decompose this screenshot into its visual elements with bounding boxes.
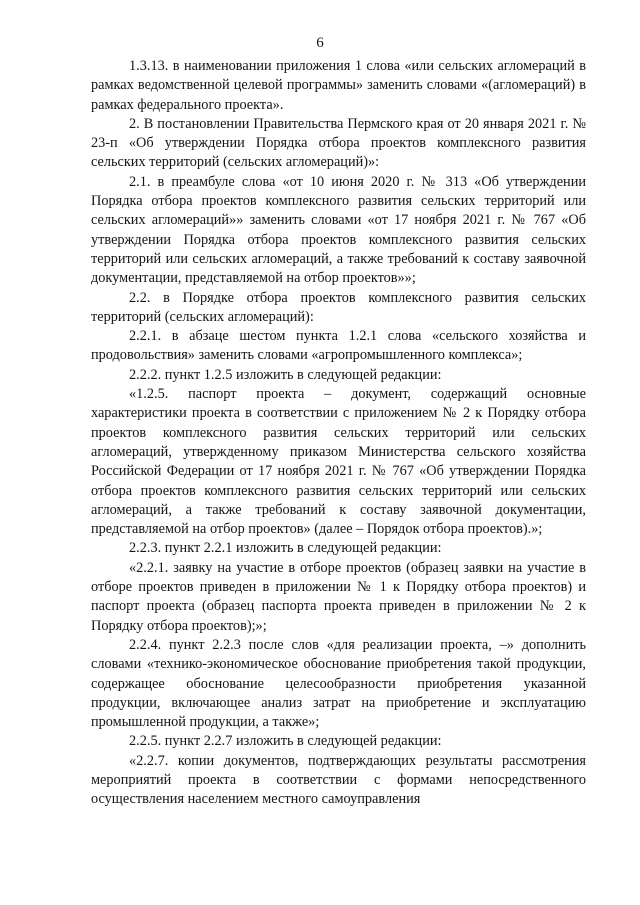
paragraph-2-1: 2.1. в преамбуле слова «от 10 июня 2020 г. № 313 «Об утверждении Порядка отбора проектов комплексного развития сельских территорий или сельских агломераций»» заменить словами «от 17 ноября 2021 г. № 767 «Об утверждении Порядка отбора проектов комплексного развития сельских территорий или сельских агломераций, а также требований к составу заявочной документации, представляемой на отбор проектов»»; bbox=[91, 173, 586, 287]
paragraph-2: 2. В постановлении Правительства Пермского края от 20 января 2021 г. № 23-п «Об утверждении Порядка отбора проектов комплексного развития сельских территорий (сельских агломераций)»: bbox=[91, 115, 586, 171]
quoted-paragraph-2-2-7: «2.2.7. копии документов, подтверждающих результаты рассмотрения мероприятий проекта в соответствии с формами непосредственного осуществления населением местного самоуправления bbox=[91, 752, 586, 808]
quoted-paragraph-1-2-5: «1.2.5. паспорт проекта – документ, содержащий основные характеристики проекта в соответствии с приложением № 2 к Порядку отбора проектов комплексного развития сельских территорий или сельских агломераций, утвержденному приказом Министерства сельского хозяйства Российской Федерации от 17 ноября 2021 г. № 767 «Об утверждении Порядка отбора проектов комплексного развития сельских территорий или сельских агломераций, а также требований к составу заявочной документации, представляемой на отбор проектов» (далее – Порядок отбора проектов).»; bbox=[91, 386, 586, 538]
page-number: 6 bbox=[316, 35, 324, 51]
paragraph-1-3-13: 1.3.13. в наименовании приложения 1 слова «или сельских агломераций в рамках ведомственной целевой программы» заменить словами «(агломераций) в рамках федерального проекта». bbox=[91, 58, 586, 113]
paragraph-2-2-2: 2.2.2. пункт 1.2.5 изложить в следующей редакции: bbox=[129, 366, 442, 383]
paragraph-2-2-4: 2.2.4. пункт 2.2.3 после слов «для реализации проекта, –» дополнить словами «технико-экономическое обоснование приобретения такой продукции, содержащее обоснование целесообразности приобретения указанной продукции, включающее анализ затрат на приобретение и эксплуатацию промышленной продукции, а также»; bbox=[91, 636, 586, 731]
paragraph-2-2: 2.2. в Порядке отбора проектов комплексного развития сельских территорий (сельских агломераций): bbox=[91, 289, 586, 325]
document-body bbox=[91, 57, 586, 810]
paragraph-2-2-1: 2.2.1. в абзаце шестом пункта 1.2.1 слова «сельского хозяйства и продовольствия» заменить словами «агропромышленного комплекса»; bbox=[91, 328, 586, 364]
paragraph-2-2-5: 2.2.5. пункт 2.2.7 изложить в следующей редакции: bbox=[129, 733, 442, 750]
paragraph-2-2-3: 2.2.3. пункт 2.2.1 изложить в следующей редакции: bbox=[129, 540, 442, 557]
quoted-paragraph-2-2-1: «2.2.1. заявку на участие в отборе проектов (образец заявки на участие в отборе проектов приведен в приложении № 1 к Порядку отбора проектов) и паспорт проекта (образец паспорта проекта приведен в приложении № 2 к Порядку отбора проектов);»; bbox=[91, 559, 586, 634]
